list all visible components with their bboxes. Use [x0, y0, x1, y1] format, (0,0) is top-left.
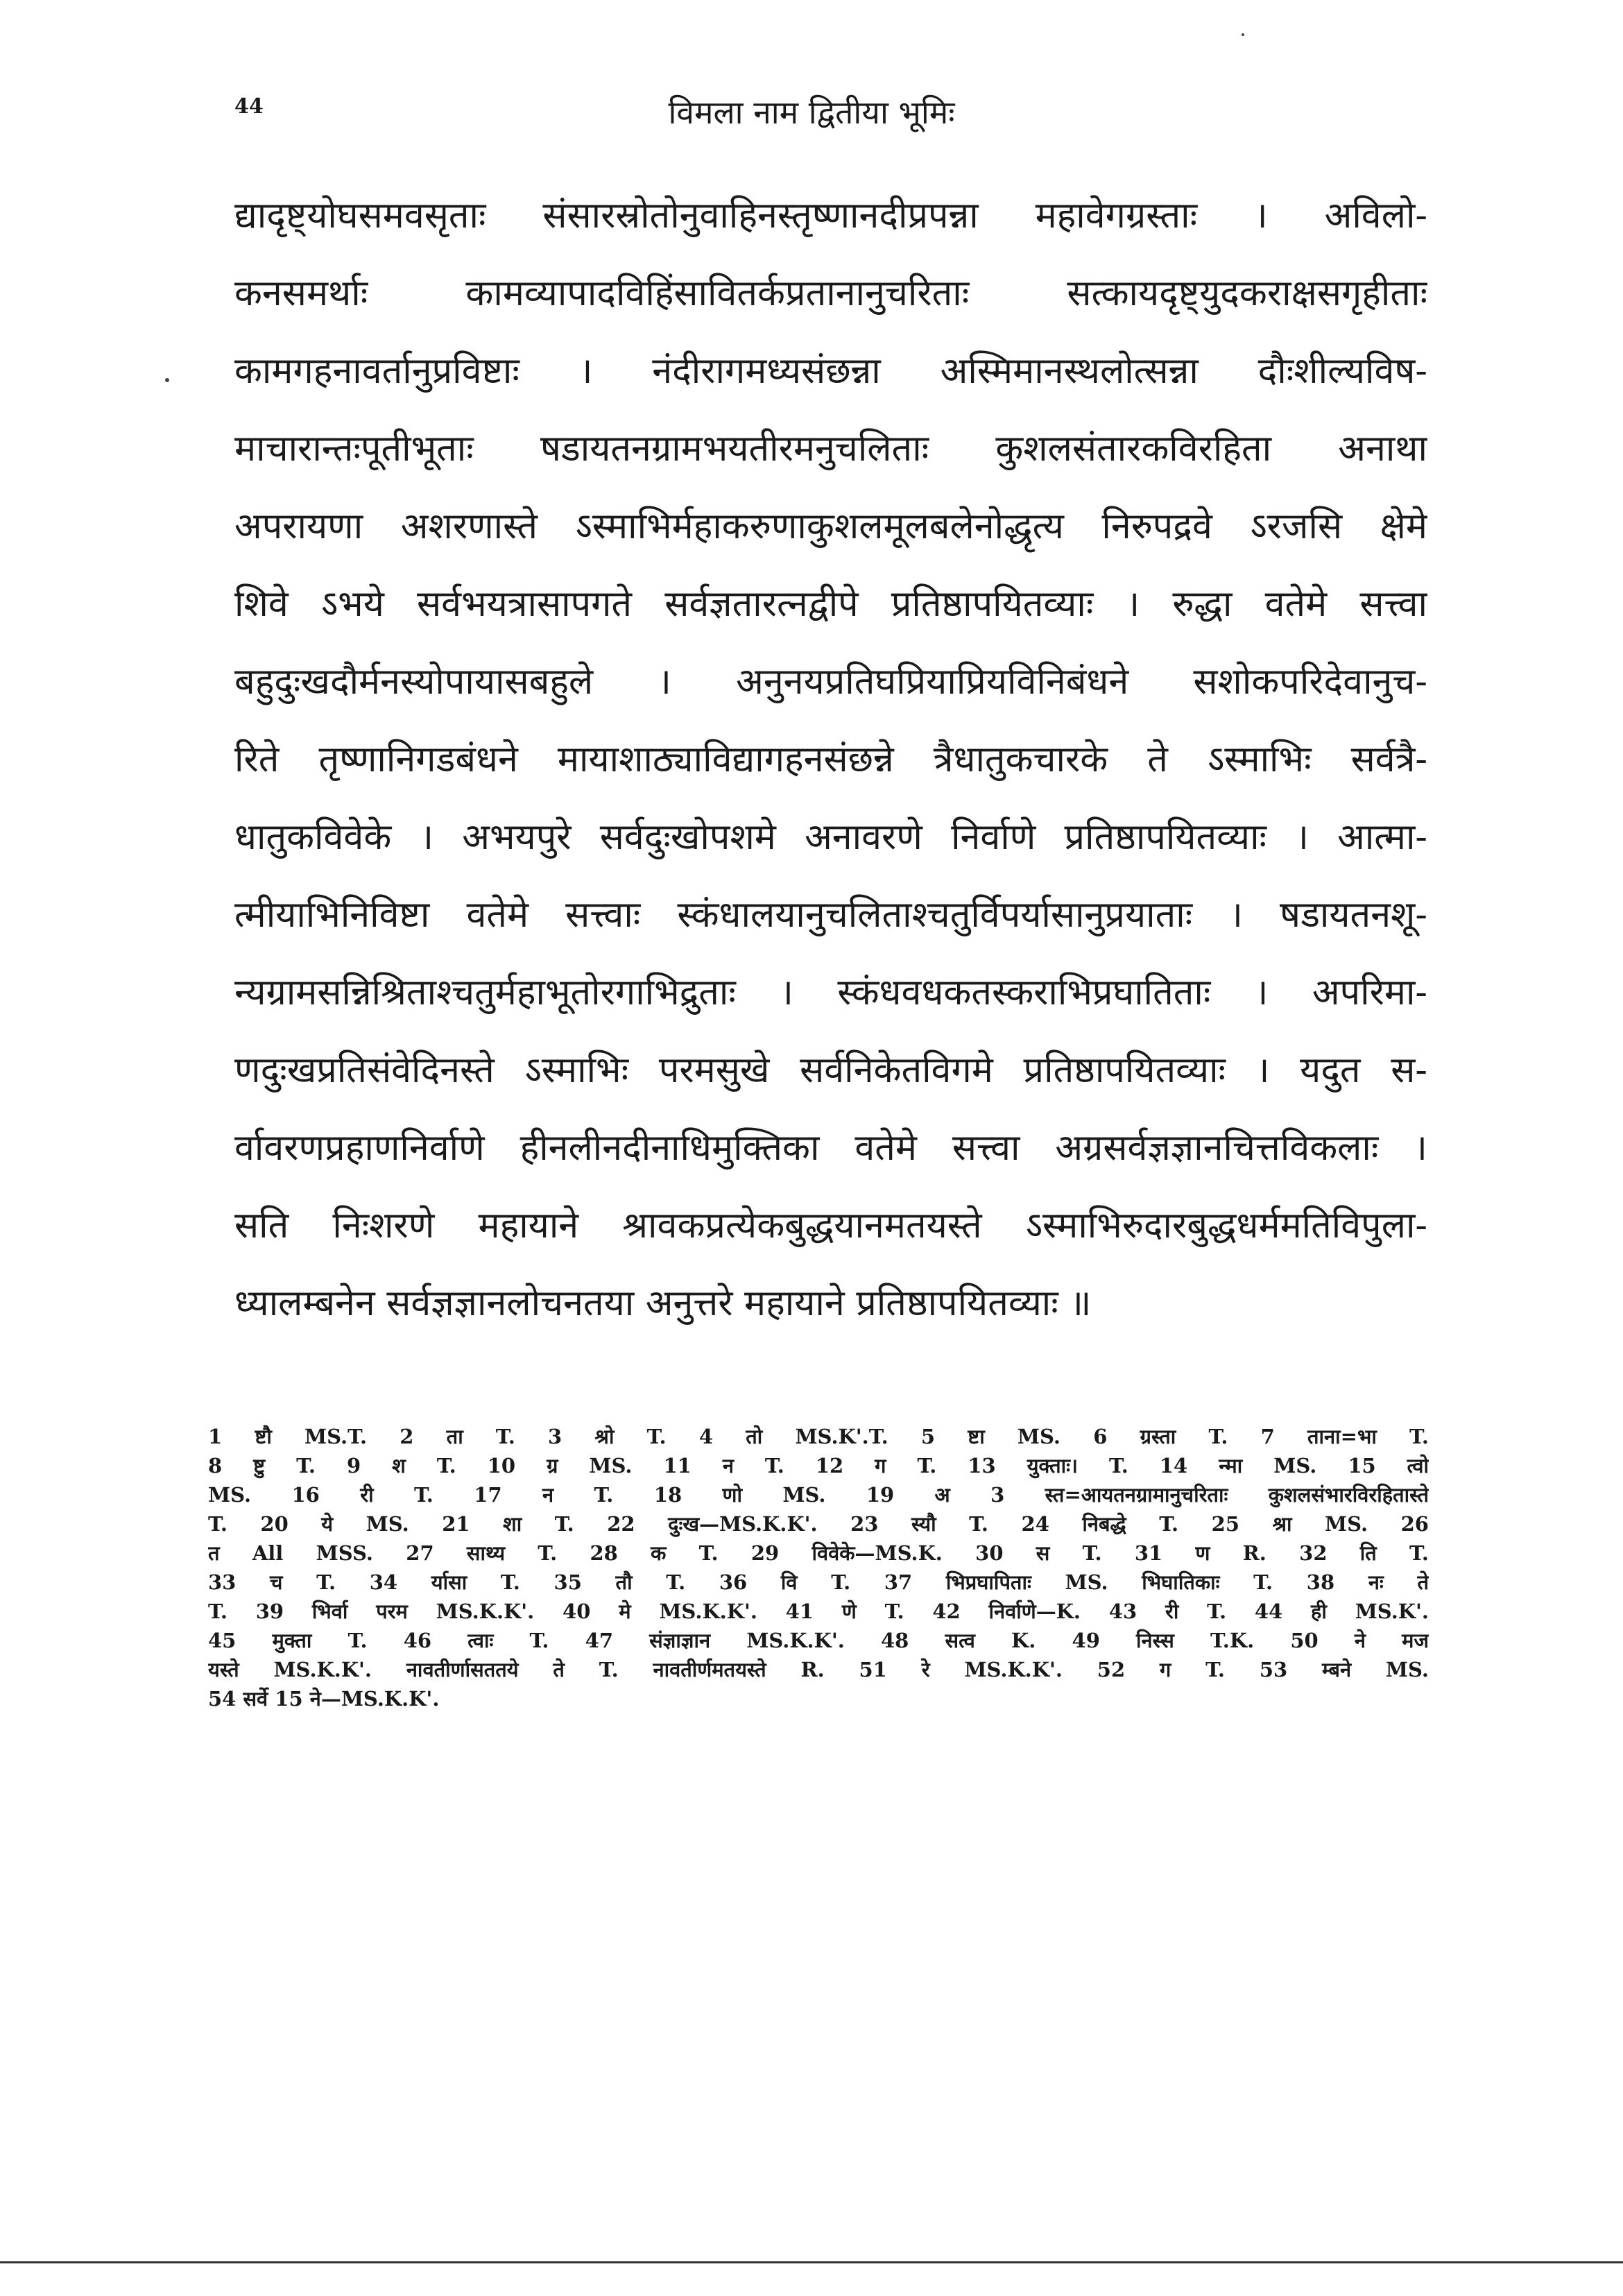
- text-line: कामगहनावर्तानुप्रविष्टाः । नंदीरागमध्यसंछन्ना अस्मिमानस्थलोत्सन्ना दौःशील्यविष-: [234, 350, 1427, 392]
- page-number: 44: [234, 94, 264, 119]
- text-line: णदुःखप्रतिसंवेदिनस्ते ऽस्माभिः परमसुखे सर्वनिकेतविगमे प्रतिष्ठापयितव्याः । यदुत स-: [234, 1050, 1427, 1091]
- footnote-line: 33 च T. 34 र्यासा T. 35 तौ T. 36 वि T. 37 भिप्रघापिताः MS. भिघातिकाः T. 38 नः ते: [208, 1570, 1429, 1594]
- text-line: माचारान्तःपूतीभूताः षडायतनग्रामभयतीरमनुचलिताः कुशलसंतारकविरहिता अनाथा: [234, 428, 1427, 470]
- footnotes: [208, 1422, 1429, 1713]
- text-line: त्मीयाभिनिविष्टा वतेमे सत्त्वाः स्कंधालयानुचलिताश्चतुर्विपर्यासानुप्रयाताः । षडायतनशू-: [234, 894, 1427, 936]
- text-line: र्वावरणप्रहाणनिर्वाणे हीनलीनदीनाधिमुक्तिका वतेमे सत्त्वा अग्रसर्वज्ञज्ञानचित्तविकलाः ।: [234, 1127, 1427, 1169]
- footnote-line: MS. 16 री T. 17 न T. 18 णो MS. 19 अ 3 स्त=आयतनग्रामानुचरिताः कुशलसंभारविरहितास्ते: [208, 1483, 1429, 1507]
- text-line: सति निःशरणे महायाने श्रावकप्रत्येकबुद्धयानमतयस्ते ऽस्माभिरुदारबुद्धधर्ममतिविपुला-: [234, 1205, 1427, 1246]
- footnote-line: T. 39 भिर्वा परम MS.K.K'. 40 मे MS.K.K'. 41 णे T. 42 निर्वाणे—K. 43 री T. 44 ही MS.K'.: [208, 1600, 1429, 1623]
- footnote-line: त All MSS. 27 साथ्य T. 28 क T. 29 विवेके—MS.K. 30 स T. 31 ण R. 32 ति T.: [208, 1541, 1429, 1565]
- text-line: धातुकविवेके । अभयपुरे सर्वदुःखोपशमे अनावरणे निर्वाणे प्रतिष्ठापयितव्याः । आत्मा-: [234, 816, 1427, 858]
- scan-speck: [1242, 33, 1244, 36]
- footnote-line: 54 सर्वे 15 ने—MS.K.K'.: [208, 1687, 440, 1711]
- footnote-line: 1 ष्टौ MS.T. 2 ता T. 3 श्रो T. 4 तो MS.K'.T. 5 ष्टा MS. 6 ग्रस्ता T. 7 ताना=भा T.: [208, 1425, 1429, 1448]
- text-line: न्यग्रामसन्निश्रिताश्चतुर्महाभूतोरगाभिद्रुताः । स्कंधवधकतस्कराभिप्रघातिताः । अपरिमा-: [234, 972, 1427, 1013]
- running-head: विमला नाम द्वितीया भूमिः: [668, 94, 955, 131]
- text-line: द्यादृष्ट्योघसमवसृताः संसारस्रोतोनुवाहिनस्तृष्णानदीप्रपन्ना महावेगग्रस्ताः । अविलो-: [234, 195, 1427, 237]
- text-line: ध्यालम्बनेन सर्वज्ञज्ञानलोचनतया अनुत्तरे महायाने प्रतिष्ठापयितव्याः ॥: [234, 1283, 1092, 1324]
- text-line: अपरायणा अशरणास्ते ऽस्माभिर्महाकरुणाकुशलमूलबलेनोद्धृत्य निरुपद्रवे ऽरजसि क्षेमे: [234, 506, 1427, 547]
- scan-speck: [165, 378, 169, 382]
- main-text: [234, 177, 1427, 1342]
- footnote-line: यस्ते MS.K.K'. नावतीर्णासततये ते T. नावतीर्णमतयस्ते R. 51 रे MS.K.K'. 52 ग T. 53 म्बने MS.: [208, 1658, 1429, 1681]
- footnote-line: 8 ष्टु T. 9 श T. 10 ग्र MS. 11 न T. 12 ग T. 13 युक्ताः। T. 14 न्मा MS. 15 त्वो: [208, 1454, 1429, 1477]
- text-line: रिते तृष्णानिगडबंधने मायाशाठ्याविद्यागहनसंछन्ने त्रैधातुकचारके ते ऽस्माभिः सर्वत्रै-: [234, 739, 1427, 780]
- text-line: शिवे ऽभये सर्वभयत्रासापगते सर्वज्ञतारत्नद्वीपे प्रतिष्ठापयितव्याः । रुद्धा वतेमे सत्त्वा: [234, 583, 1427, 625]
- text-line: बहुदुःखदौर्मनस्योपायासबहुले । अनुनयप्रतिघप्रियाप्रियविनिबंधने सशोकपरिदेवानुच-: [234, 661, 1427, 703]
- text-line: कनसमर्थाः कामव्यापादविहिंसावितर्कप्रतानानुचरिताः सत्कायदृष्ट्युदकराक्षसगृहीताः: [234, 273, 1427, 314]
- footnote-line: T. 20 ये MS. 21 शा T. 22 दुःख—MS.K.K'. 23 स्यौ T. 24 निबद्धे T. 25 श्रा MS. 26: [208, 1512, 1429, 1536]
- footnote-line: 45 मुक्ता T. 46 त्वाः T. 47 संज्ञाज्ञान MS.K.K'. 48 सत्व K. 49 निस्स T.K. 50 ने मज: [208, 1629, 1429, 1652]
- page-bottom-edge: [0, 2261, 1623, 2263]
